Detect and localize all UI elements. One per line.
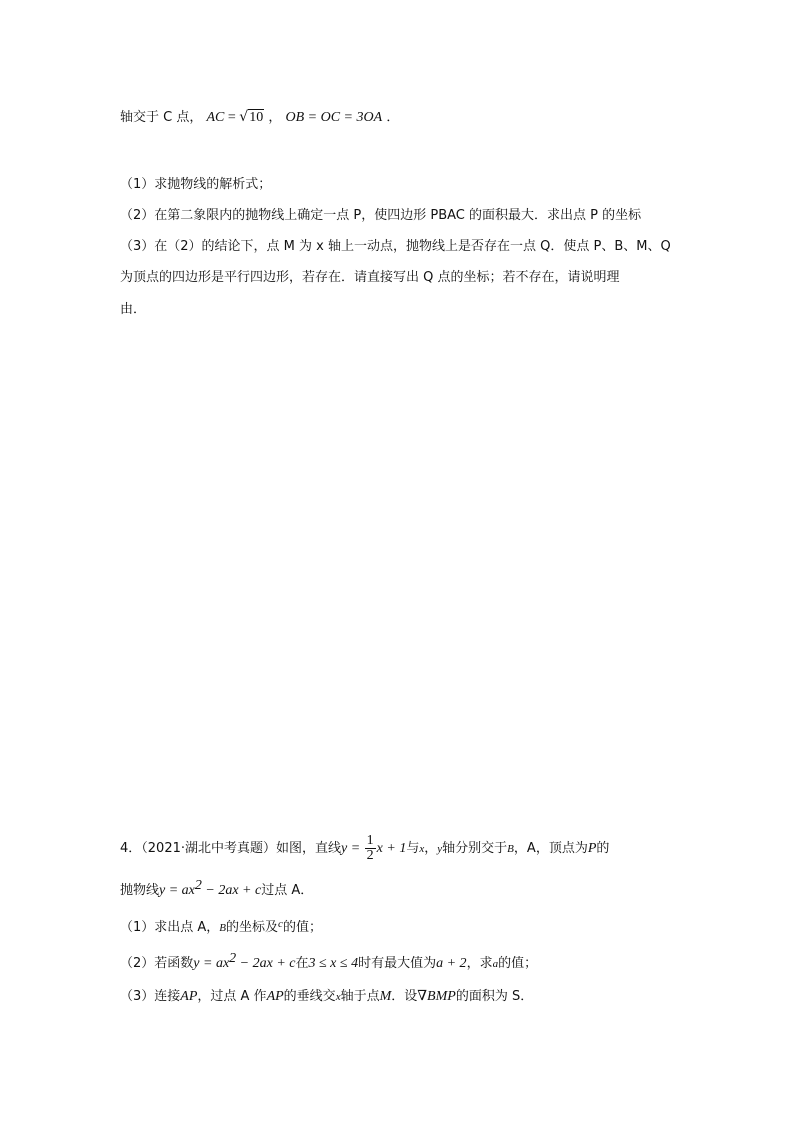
q4-l3-mid: 的坐标及 xyxy=(226,920,279,935)
q4-l4-prefix: （2）若函数 xyxy=(120,956,194,971)
q4-b-var: B xyxy=(507,843,514,855)
q4-l2-suffix: 过点 A． xyxy=(261,883,314,898)
q4-p-var: P xyxy=(587,841,597,856)
q4-l3-c: c xyxy=(278,918,283,930)
q4-mid1: 与 xyxy=(406,841,420,856)
q4-l5-mid4: ．设 xyxy=(391,989,418,1004)
q4-mid5: ，顶点为 xyxy=(535,841,588,856)
q4-l4-suffix: 的值； xyxy=(498,956,538,971)
q4-l4-a: a xyxy=(492,958,499,970)
q4-y-eq: y = xyxy=(341,841,364,856)
ac-eq: = xyxy=(224,110,240,125)
q4-item-2 xyxy=(120,949,537,974)
intro-end: ． xyxy=(386,110,400,125)
sqrt-radicand: 10 xyxy=(249,110,264,125)
q4-l5-mid3: 轴于点 xyxy=(340,989,380,1004)
q4-a-text: A xyxy=(526,841,536,856)
sqrt-expression xyxy=(239,107,264,128)
q4-l5-prefix: （3）连接 xyxy=(120,989,181,1004)
q4-l5-mid1: ，过点 A 作 xyxy=(197,989,267,1004)
q4-mid2: ， xyxy=(424,841,438,856)
q4-l5-tri: ∇BMP xyxy=(417,989,456,1004)
q3-item-1: （1）求抛物线的解析式； xyxy=(120,177,272,192)
q4-frac-tail: x + 1 xyxy=(376,841,407,856)
fraction-half xyxy=(365,834,376,863)
q4-l5-ap1: AP xyxy=(180,989,198,1004)
q4-l3-suffix: 的值； xyxy=(282,920,322,935)
q4-l4-range: 3 ≤ x ≤ 4 xyxy=(308,956,359,971)
q4-l4-mid1: 在 xyxy=(295,956,309,971)
q4-l4-sup: 2 xyxy=(229,951,237,966)
q4-l5-x: x xyxy=(335,991,341,1003)
q3-item-3: （3）在（2）的结论下，点 M 为 x 轴上一动点，抛物线上是否存在一点 Q．使点 P、B、M、Q xyxy=(120,239,671,254)
intro-sep: ， xyxy=(268,110,282,125)
ob-expression: OB = OC = 3OA xyxy=(285,110,383,125)
q4-l2-expr-a: y = ax xyxy=(159,883,195,898)
q4-l5-ap2: AP xyxy=(266,989,284,1004)
ac-label: AC xyxy=(206,110,225,125)
q4-l5-m: M xyxy=(379,989,392,1004)
q4-stem-line xyxy=(120,834,609,863)
q4-item-1 xyxy=(120,914,322,938)
q4-l2-sup: 2 xyxy=(194,878,202,893)
q4-l4-expr-a: y = ax xyxy=(193,956,230,971)
q4-end: 的 xyxy=(596,841,610,856)
q4-l4-mid2: 时有最大值为 xyxy=(358,956,437,971)
q4-x-var: x xyxy=(419,843,425,855)
q4-l3-b: B xyxy=(219,922,227,934)
q4-l4-mid3: ，求 xyxy=(466,956,493,971)
frac-num: 1 xyxy=(366,833,374,848)
q4-l3-prefix: （1）求出点 A， xyxy=(120,920,220,935)
q3-item-3-end: 由． xyxy=(120,302,147,317)
q4-prefix: 4．（2021·湖北中考真题）如图，直线 xyxy=(120,841,341,856)
q4-y-var: y xyxy=(437,843,443,855)
q4-l2-expr-b: − 2ax + c xyxy=(201,883,262,898)
q4-l4-expr-b: − 2ax + c xyxy=(236,956,296,971)
q4-l4-max: a + 2 xyxy=(436,956,467,971)
q4-l5-mid2: 的垂线交 xyxy=(283,989,336,1004)
q4-parabola-line xyxy=(120,876,313,901)
q4-item-3 xyxy=(120,987,533,1007)
intro-text: 轴交于 C 点， xyxy=(120,110,203,125)
frac-den: 2 xyxy=(366,848,374,863)
q4-l2-prefix: 抛物线 xyxy=(120,883,160,898)
q4-l5-suffix: 的面积为 S． xyxy=(455,989,534,1004)
q3-item-3-cont: 为顶点的四边形是平行四边形，若存在．请直接写出 Q 点的坐标；若不存在，请说明理 xyxy=(120,270,620,285)
intro-line xyxy=(120,107,399,128)
q4-mid3: 轴分别交于 xyxy=(442,841,508,856)
q3-item-2: （2）在第二象限内的抛物线上确定一点 P，使四边形 PBAC 的面积最大．求出点 P 的坐标 xyxy=(120,208,642,223)
sqrt-icon: √ xyxy=(239,109,249,125)
q4-mid4: ， xyxy=(513,841,527,856)
